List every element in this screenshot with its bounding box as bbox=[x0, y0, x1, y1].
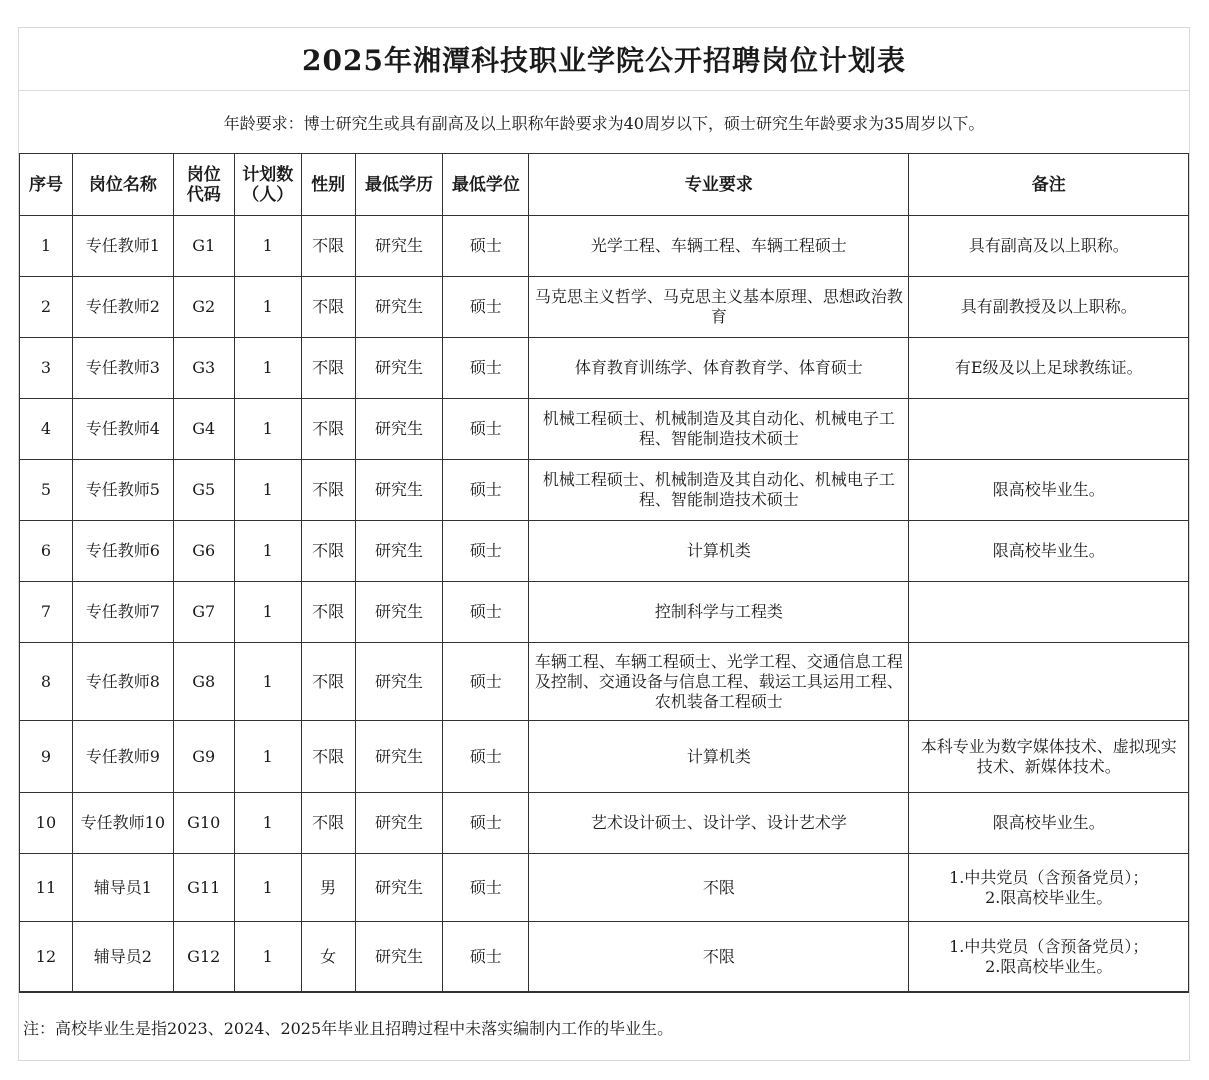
cell-min-degree: 硕士 bbox=[443, 582, 529, 643]
cell-position-name: 专任教师6 bbox=[72, 521, 173, 582]
cell-remarks bbox=[909, 582, 1189, 643]
age-requirement: 年龄要求：博士研究生或具有副高及以上职称年龄要求为40周岁以下，硕士研究生年龄要求为35周岁以下。 bbox=[223, 113, 985, 133]
cell-seq: 12 bbox=[20, 922, 73, 993]
positions-table bbox=[19, 153, 1189, 993]
cell-planned-count: 1 bbox=[234, 793, 301, 854]
table-row bbox=[20, 399, 1189, 460]
cell-gender: 不限 bbox=[301, 399, 355, 460]
table-row bbox=[20, 922, 1189, 993]
header-position-name: 岗位名称 bbox=[72, 154, 173, 216]
cell-position-name: 辅导员1 bbox=[72, 854, 173, 922]
cell-min-degree: 硕士 bbox=[443, 643, 529, 721]
cell-remarks: 1.中共党员（含预备党员）； 2.限高校毕业生。 bbox=[909, 922, 1189, 993]
cell-position-code: G3 bbox=[173, 338, 234, 399]
cell-position-code: G9 bbox=[173, 721, 234, 793]
cell-major: 艺术设计硕士、设计学、设计艺术学 bbox=[529, 793, 909, 854]
cell-planned-count: 1 bbox=[234, 643, 301, 721]
cell-min-education: 研究生 bbox=[355, 460, 443, 521]
cell-remarks: 有E级及以上足球教练证。 bbox=[909, 338, 1189, 399]
header-seq: 序号 bbox=[20, 154, 73, 216]
cell-min-education: 研究生 bbox=[355, 399, 443, 460]
cell-major: 机械工程硕士、机械制造及其自动化、机械电子工程、智能制造技术硕士 bbox=[529, 460, 909, 521]
cell-planned-count: 1 bbox=[234, 721, 301, 793]
cell-remarks: 限高校毕业生。 bbox=[909, 793, 1189, 854]
document-title: 2025年湘潭科技职业学院公开招聘岗位计划表 bbox=[19, 28, 1189, 91]
cell-position-code: G6 bbox=[173, 521, 234, 582]
cell-planned-count: 1 bbox=[234, 216, 301, 277]
cell-remarks: 1.中共党员（含预备党员）； 2.限高校毕业生。 bbox=[909, 854, 1189, 922]
cell-remarks: 具有副高及以上职称。 bbox=[909, 216, 1189, 277]
cell-position-code: G7 bbox=[173, 582, 234, 643]
cell-gender: 不限 bbox=[301, 582, 355, 643]
cell-position-name: 专任教师2 bbox=[72, 277, 173, 338]
table-row bbox=[20, 793, 1189, 854]
cell-major: 光学工程、车辆工程、车辆工程硕士 bbox=[529, 216, 909, 277]
cell-position-name: 专任教师5 bbox=[72, 460, 173, 521]
cell-min-degree: 硕士 bbox=[443, 338, 529, 399]
cell-remarks: 本科专业为数字媒体技术、虚拟现实技术、新媒体技术。 bbox=[909, 721, 1189, 793]
cell-major: 控制科学与工程类 bbox=[529, 582, 909, 643]
cell-min-education: 研究生 bbox=[355, 521, 443, 582]
cell-min-degree: 硕士 bbox=[443, 854, 529, 922]
cell-gender: 不限 bbox=[301, 277, 355, 338]
cell-seq: 4 bbox=[20, 399, 73, 460]
cell-min-education: 研究生 bbox=[355, 793, 443, 854]
cell-planned-count: 1 bbox=[234, 582, 301, 643]
cell-position-name: 专任教师8 bbox=[72, 643, 173, 721]
footnote: 注：高校毕业生是指2023、2024、2025年毕业且招聘过程中未落实编制内工作的毕业生。 bbox=[19, 991, 1189, 1062]
cell-seq: 6 bbox=[20, 521, 73, 582]
cell-min-education: 研究生 bbox=[355, 922, 443, 993]
cell-major: 不限 bbox=[529, 922, 909, 993]
cell-min-degree: 硕士 bbox=[443, 922, 529, 993]
table-header-row bbox=[20, 154, 1189, 216]
cell-min-education: 研究生 bbox=[355, 721, 443, 793]
cell-gender: 不限 bbox=[301, 721, 355, 793]
cell-major: 计算机类 bbox=[529, 521, 909, 582]
cell-min-education: 研究生 bbox=[355, 338, 443, 399]
cell-seq: 10 bbox=[20, 793, 73, 854]
table-row bbox=[20, 460, 1189, 521]
cell-min-degree: 硕士 bbox=[443, 399, 529, 460]
cell-remarks: 具有副教授及以上职称。 bbox=[909, 277, 1189, 338]
cell-min-degree: 硕士 bbox=[443, 277, 529, 338]
cell-seq: 9 bbox=[20, 721, 73, 793]
table-row bbox=[20, 216, 1189, 277]
cell-remarks bbox=[909, 643, 1189, 721]
cell-position-code: G12 bbox=[173, 922, 234, 993]
cell-seq: 11 bbox=[20, 854, 73, 922]
cell-min-education: 研究生 bbox=[355, 582, 443, 643]
cell-remarks bbox=[909, 399, 1189, 460]
cell-position-code: G8 bbox=[173, 643, 234, 721]
cell-position-code: G11 bbox=[173, 854, 234, 922]
cell-gender: 男 bbox=[301, 854, 355, 922]
cell-min-degree: 硕士 bbox=[443, 521, 529, 582]
cell-position-name: 专任教师4 bbox=[72, 399, 173, 460]
cell-major: 机械工程硕士、机械制造及其自动化、机械电子工程、智能制造技术硕士 bbox=[529, 399, 909, 460]
cell-major: 车辆工程、车辆工程硕士、光学工程、交通信息工程及控制、交通设备与信息工程、载运工具运用工程、农机装备工程硕士 bbox=[529, 643, 909, 721]
cell-min-education: 研究生 bbox=[355, 216, 443, 277]
header-planned-count: 计划数 （人） bbox=[234, 154, 301, 216]
cell-seq: 2 bbox=[20, 277, 73, 338]
cell-planned-count: 1 bbox=[234, 521, 301, 582]
cell-position-code: G5 bbox=[173, 460, 234, 521]
table-row bbox=[20, 277, 1189, 338]
cell-planned-count: 1 bbox=[234, 854, 301, 922]
header-remarks: 备注 bbox=[909, 154, 1189, 216]
cell-seq: 7 bbox=[20, 582, 73, 643]
cell-position-name: 专任教师7 bbox=[72, 582, 173, 643]
cell-gender: 不限 bbox=[301, 338, 355, 399]
cell-min-degree: 硕士 bbox=[443, 216, 529, 277]
cell-major: 马克思主义哲学、马克思主义基本原理、思想政治教育 bbox=[529, 277, 909, 338]
cell-min-degree: 硕士 bbox=[443, 793, 529, 854]
cell-major: 体育教育训练学、体育教育学、体育硕士 bbox=[529, 338, 909, 399]
cell-position-code: G1 bbox=[173, 216, 234, 277]
cell-min-degree: 硕士 bbox=[443, 721, 529, 793]
cell-position-name: 专任教师3 bbox=[72, 338, 173, 399]
cell-position-code: G4 bbox=[173, 399, 234, 460]
cell-position-name: 专任教师9 bbox=[72, 721, 173, 793]
table-row bbox=[20, 582, 1189, 643]
cell-planned-count: 1 bbox=[234, 460, 301, 521]
cell-remarks: 限高校毕业生。 bbox=[909, 521, 1189, 582]
cell-seq: 1 bbox=[20, 216, 73, 277]
table-row bbox=[20, 521, 1189, 582]
table-row bbox=[20, 721, 1189, 793]
header-position-code: 岗位 代码 bbox=[173, 154, 234, 216]
cell-planned-count: 1 bbox=[234, 277, 301, 338]
cell-position-name: 专任教师1 bbox=[72, 216, 173, 277]
cell-min-education: 研究生 bbox=[355, 643, 443, 721]
table-row bbox=[20, 643, 1189, 721]
header-gender: 性别 bbox=[301, 154, 355, 216]
header-major: 专业要求 bbox=[529, 154, 909, 216]
header-min-degree: 最低学位 bbox=[443, 154, 529, 216]
cell-planned-count: 1 bbox=[234, 399, 301, 460]
cell-seq: 5 bbox=[20, 460, 73, 521]
cell-position-name: 专任教师10 bbox=[72, 793, 173, 854]
cell-planned-count: 1 bbox=[234, 922, 301, 993]
cell-gender: 女 bbox=[301, 922, 355, 993]
cell-seq: 8 bbox=[20, 643, 73, 721]
cell-gender: 不限 bbox=[301, 643, 355, 721]
cell-gender: 不限 bbox=[301, 521, 355, 582]
cell-min-degree: 硕士 bbox=[443, 460, 529, 521]
cell-major: 计算机类 bbox=[529, 721, 909, 793]
cell-seq: 3 bbox=[20, 338, 73, 399]
cell-gender: 不限 bbox=[301, 460, 355, 521]
table-row bbox=[20, 854, 1189, 922]
cell-major: 不限 bbox=[529, 854, 909, 922]
cell-position-code: G10 bbox=[173, 793, 234, 854]
recruitment-sheet bbox=[18, 27, 1190, 1061]
cell-gender: 不限 bbox=[301, 216, 355, 277]
header-min-education: 最低学历 bbox=[355, 154, 443, 216]
table-row bbox=[20, 338, 1189, 399]
cell-min-education: 研究生 bbox=[355, 854, 443, 922]
cell-position-code: G2 bbox=[173, 277, 234, 338]
cell-position-name: 辅导员2 bbox=[72, 922, 173, 993]
cell-planned-count: 1 bbox=[234, 338, 301, 399]
cell-remarks: 限高校毕业生。 bbox=[909, 460, 1189, 521]
cell-min-education: 研究生 bbox=[355, 277, 443, 338]
cell-gender: 不限 bbox=[301, 793, 355, 854]
